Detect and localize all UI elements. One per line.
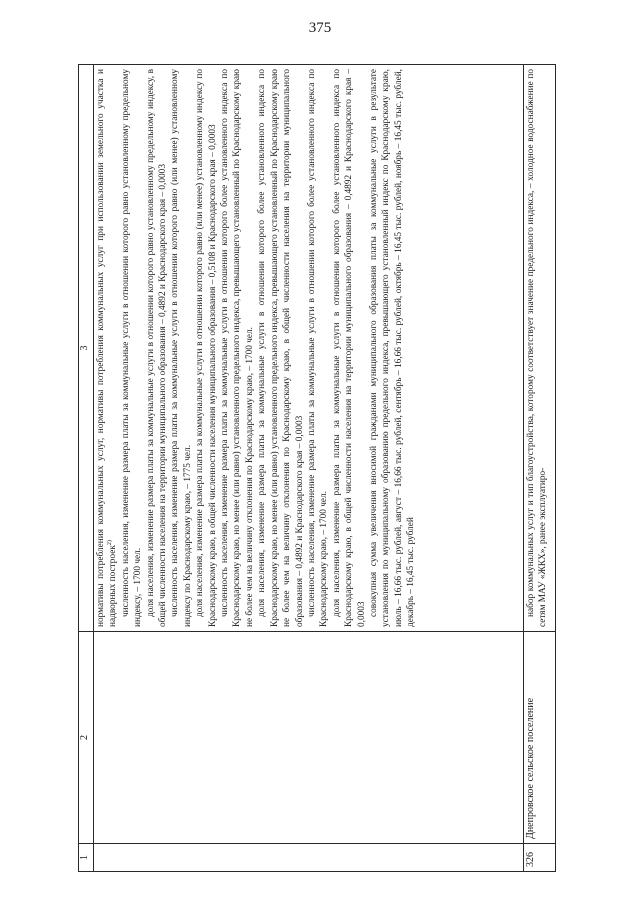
table-header-row [79,65,94,872]
municipality-name-cell [94,632,524,844]
row-number-cell: 326 [524,844,556,872]
table-row [94,65,524,872]
paragraph-text: нормативы потребления коммунальных услуг, нормативы потребления коммунальных услуг при использовании земельного участка и надворных построек [96,69,119,627]
row-number-cell [94,844,524,872]
header-cell-3: 3 [79,65,94,632]
text-paragraph: совокупная сумма увеличения вносимой гражданами муниципального образования платы за коммунальные услуги в результате установления по муниципальному образованию предельного индекса, превышающего установленный индекс по Краснодарскому краю, июль – 16,66 тыс. рублей, август – 16,66 тыс. рублей, сентябрь – 16,66 тыс. рублей, октябрь – 16,45 тыс. рублей, ноябрь – 16,45 тыс. рублей, декабрь – 16,45 тыс. рублей [368,69,417,627]
table-row [524,65,556,872]
page-number: 375 [308,20,332,36]
text-paragraph: доля населения, изменение размера платы за коммунальные услуги в отношении которого более установленного индекса по Краснодарскому краю, в общей численности населения на территории муниципального образования – 0,4892 и Краснодарского края – 0,0003 [331,69,367,627]
text-paragraph [95,69,120,627]
indices-table [78,64,556,872]
municipality-name-cell: Днепровское сельское поселение [524,632,556,844]
description-cell [94,65,524,632]
footnote-marker: 2) [107,540,114,546]
description-cell [524,65,556,632]
text-paragraph: численность населения, изменение размера платы за коммунальные услуги в отношении которого более установленного индекса по Краснодарскому краю, – 1700 чел. [306,69,330,627]
text-paragraph: доля населения, изменение размера платы за коммунальные услуги в отношении которого равно (или менее) установленному индексу по Краснодарскому краю, в общей численности населения муниципального образования – 0,5108 и Краснодарского края – 0,0003 [195,69,218,627]
rotated-table-sheet [78,64,556,872]
header-cell-2: 2 [79,632,94,844]
text-paragraph: численность населения, изменение размера платы за коммунальные услуги в отношении которого более установленного индекса по Краснодарскому краю, но менее (или равно) установленного предельного индекса, превышающего установленный по Краснодарскому краю не более чем на величину отклонения по Краснодарскому краю, – 1700 чел. [220,69,255,627]
text-paragraph: набор коммунальных услуг и тип благоустройства, которому соответствует значение предельного индекса, – холодное водоснабжение по сетям МАУ «ЖКХ», ранее эксплуатиро- [526,69,549,627]
text-paragraph: численность населения, изменение размера платы за коммунальные услуги в отношении которого равно (или менее) установленному индексу по Краснодарскому краю, – 1775 чел. [170,69,193,627]
header-cell-1: 1 [79,844,94,872]
text-paragraph: доля населения, изменение размера платы за коммунальные услуги в отношении которого равно установленному предельному индексу, в общей численности населения на территории муниципального образования – 0,4892 и Краснодарского края – 0,0003 [145,69,169,627]
text-paragraph: доля населения, изменение размера платы за коммунальные услуги в отношении которого более установленного индекса по Краснодарскому краю, но менее (или равно) установленного предельного индекса, превышающего установленный по Краснодарскому краю не более чем на величину отклонения по Краснодарскому краю, в общей численности населения на территории муниципального образования – 0,4892 и Краснодарского края – 0,0003 [257,69,305,627]
text-paragraph: численность населения, изменение размера платы за коммунальные услуги в отношении которого равно установленному предельному индексу, – 1700 чел. [120,69,144,627]
